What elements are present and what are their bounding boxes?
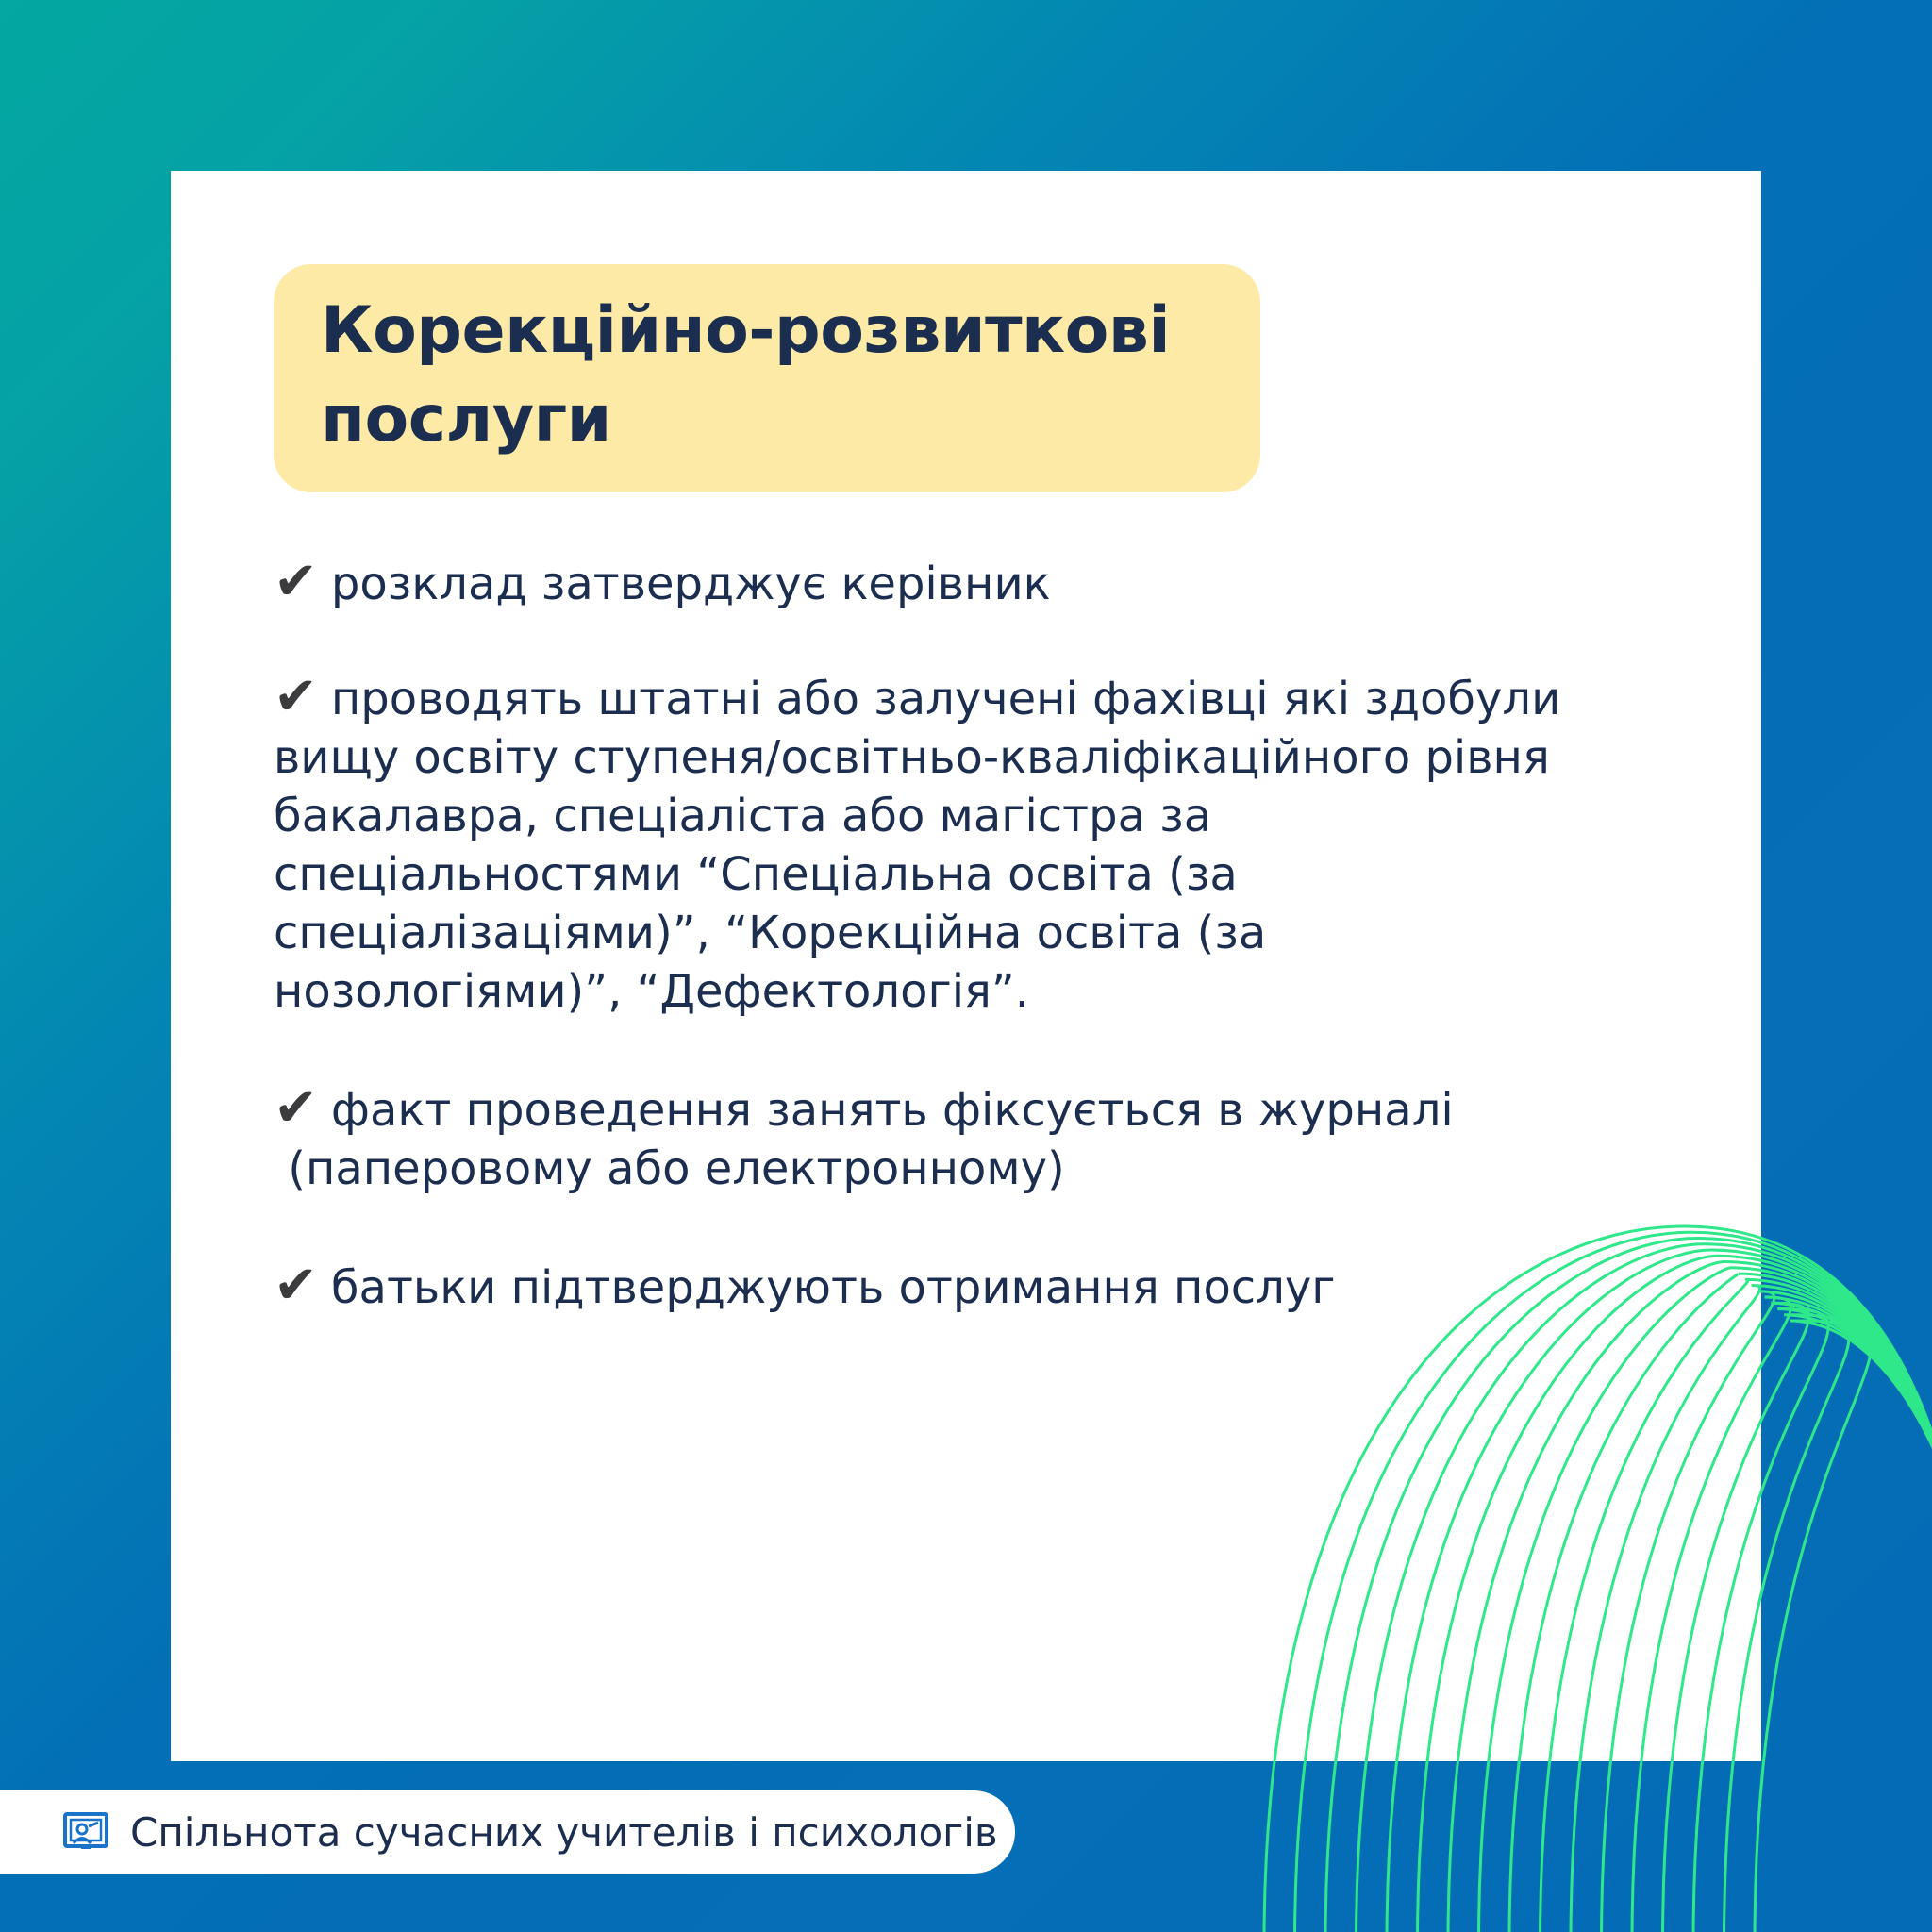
check-icon: ✔ (274, 1077, 318, 1139)
bullet-item-journal (274, 1079, 1632, 1198)
title-line-1: Корекційно-розвиткові (321, 293, 1171, 368)
bullet-item-schedule (274, 553, 1632, 613)
bullet-line: спеціальностями “Спеціальна освіта (за (274, 848, 1238, 901)
bullet-line: вищу освіту ступеня/освітньо-кваліфікаційного рівня (274, 731, 1550, 784)
bullet-text: проводять штатні або залучені фахівці які здобули (330, 673, 1561, 725)
bullet-line: бакалавра, спеціаліста або магістра за (274, 790, 1212, 842)
bullet-line: спеціалізаціями)”, “Корекційна освіта (за (274, 907, 1267, 959)
bullet-text: батьки підтверджують отримання послуг (330, 1261, 1336, 1314)
footer-text: Спільнота сучасних учителів і психологів (130, 1809, 998, 1856)
bullet-item-specialists (274, 668, 1632, 1021)
bullet-text: факт проведення занять фіксується в журналі (330, 1084, 1454, 1137)
title-box (274, 264, 1260, 492)
bullet-line: (паперовому або електронному) (274, 1142, 1065, 1195)
bullet-line (274, 1257, 1632, 1317)
bullet-item-parents (274, 1257, 1632, 1317)
page-title (321, 287, 1260, 464)
bullet-text: розклад затверджує керівник (330, 558, 1051, 610)
check-icon: ✔ (274, 666, 318, 727)
bullet-line (274, 553, 1632, 613)
title-line-2: послуги (321, 382, 611, 457)
check-icon: ✔ (274, 1255, 318, 1316)
bullet-line (274, 1079, 1632, 1140)
bullet-line (274, 668, 1632, 728)
bullet-line: нозологіями)”, “Дефектологія”. (274, 965, 1030, 1018)
teacher-board-icon (62, 1811, 109, 1853)
check-icon: ✔ (274, 551, 318, 612)
footer-badge (0, 1790, 1015, 1874)
